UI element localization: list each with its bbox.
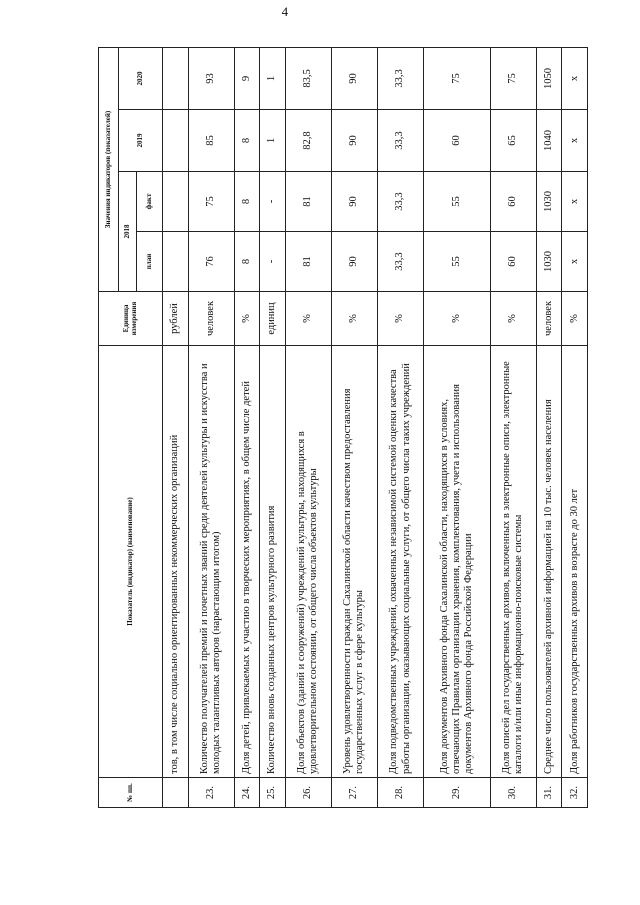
row-unit: человек [188,292,234,346]
row-value-2019 [163,110,189,172]
row-number: 29. [424,778,491,808]
row-value-2020: 83,5 [285,47,331,109]
table-row [331,47,377,807]
table-row [285,47,331,807]
row-number: 24. [234,778,260,808]
row-plan-2018: 90 [331,232,377,292]
row-indicator: Количество получателей премий и почетных званий среди деятелей культуры и искусства и молодых талантливых авторов (нарастающим итогом) [188,346,234,778]
table-row [536,47,562,807]
header-indicator: Показатель (индикатор) (наименование) [99,346,163,778]
row-fact-2018: 90 [331,172,377,232]
row-plan-2018 [163,232,189,292]
indicators-table-wrapper [98,48,588,808]
row-number [163,778,189,808]
row-indicator: Доля работников государственных архивов в возрасте до 30 лет [562,346,588,778]
row-value-2019: 85 [188,110,234,172]
row-plan-2018: x [562,232,588,292]
row-value-2020: 75 [424,47,491,109]
row-value-2020: 90 [331,47,377,109]
row-plan-2018: 55 [424,232,491,292]
row-value-2019: 90 [331,110,377,172]
row-fact-2018: 75 [188,172,234,232]
row-fact-2018: x [562,172,588,232]
table-row [562,47,588,807]
row-plan-2018: 81 [285,232,331,292]
header-values: Значения индикаторов (показателей) [99,47,119,291]
row-unit: рублей [163,292,189,346]
row-number: 31. [536,778,562,808]
row-plan-2018: 60 [490,232,536,292]
header-year-2020: 2020 [119,47,163,109]
row-unit: % [424,292,491,346]
row-fact-2018: 8 [234,172,260,232]
row-value-2020: 93 [188,47,234,109]
page-number: 4 [281,4,289,19]
row-unit: % [490,292,536,346]
row-number: 27. [331,778,377,808]
row-value-2019: 1040 [536,110,562,172]
row-indicator: Доля документов Архивного фонда Сахалинской области, находящихся в условиях, отвечающих Правилам организации хранения, комплектования, учета и использования документов Архивного фонда Российской Федерации [424,346,491,778]
row-fact-2018: 81 [285,172,331,232]
row-fact-2018: 1030 [536,172,562,232]
header-fact: факт [137,172,163,232]
row-indicator: Доля объектов (зданий и сооружений) учреждений культуры, находящихся в удовлетворительном состоянии, от общего числа объектов культуры [285,346,331,778]
row-plan-2018: 76 [188,232,234,292]
row-plan-2018: 33,3 [377,232,423,292]
header-year-2019: 2019 [119,110,163,172]
table-row [163,47,189,807]
row-unit: % [285,292,331,346]
header-year-2018: 2018 [119,172,137,292]
row-indicator: тов, в том числе социально ориентированных некоммерческих организаций [163,346,189,778]
row-value-2019: 82,8 [285,110,331,172]
row-value-2019: 33,3 [377,110,423,172]
row-value-2019: 1 [260,110,286,172]
row-plan-2018: 8 [234,232,260,292]
row-number: 30. [490,778,536,808]
row-indicator: Количество вновь созданных центров культурного развития [260,346,286,778]
table-row [260,47,286,807]
row-unit: % [377,292,423,346]
row-value-2020: 9 [234,47,260,109]
row-value-2019: 65 [490,110,536,172]
row-indicator: Среднее число пользователей архивной информацией на 10 тыс. человек населения [536,346,562,778]
row-plan-2018: 1030 [536,232,562,292]
row-unit: % [234,292,260,346]
row-value-2020: x [562,47,588,109]
row-indicator: Доля описей дел государственных архивов, включенных в электронные описи, электронные каталоги и/или иные информационно-поисковые системы [490,346,536,778]
row-value-2019: 60 [424,110,491,172]
row-value-2020: 75 [490,47,536,109]
row-number: 25. [260,778,286,808]
row-indicator: Доля подведомственных учреждений, охваченных независимой системой оценки качества работы организации, оказывающих социальные услуги, от общего числа таких учреждений [377,346,423,778]
row-value-2020 [163,47,189,109]
row-unit: человек [536,292,562,346]
table-row [188,47,234,807]
table-row [377,47,423,807]
header-unit: Единица измерения [99,292,163,346]
row-indicator: Уровень удовлетворенности граждан Сахалинской области качеством предоставления государственных услуг в сфере культуры [331,346,377,778]
row-number: 28. [377,778,423,808]
row-value-2020: 1050 [536,47,562,109]
header-plan: план [137,232,163,292]
row-fact-2018: 33,3 [377,172,423,232]
row-unit: единиц [260,292,286,346]
table-row [424,47,491,807]
row-value-2020: 33,3 [377,47,423,109]
row-fact-2018 [163,172,189,232]
row-value-2019: x [562,110,588,172]
row-fact-2018: - [260,172,286,232]
row-number: 23. [188,778,234,808]
row-unit: % [331,292,377,346]
table-row [490,47,536,807]
row-value-2020: 1 [260,47,286,109]
row-number: 26. [285,778,331,808]
header-num: № пп. [99,778,163,808]
row-fact-2018: 60 [490,172,536,232]
row-value-2019: 8 [234,110,260,172]
table-row [234,47,260,807]
row-unit: % [562,292,588,346]
indicators-table [98,47,588,808]
row-indicator: Доля детей, привлекаемых к участию в творческих мероприятиях, в общем числе детей [234,346,260,778]
row-plan-2018: - [260,232,286,292]
row-number: 32. [562,778,588,808]
row-fact-2018: 55 [424,172,491,232]
